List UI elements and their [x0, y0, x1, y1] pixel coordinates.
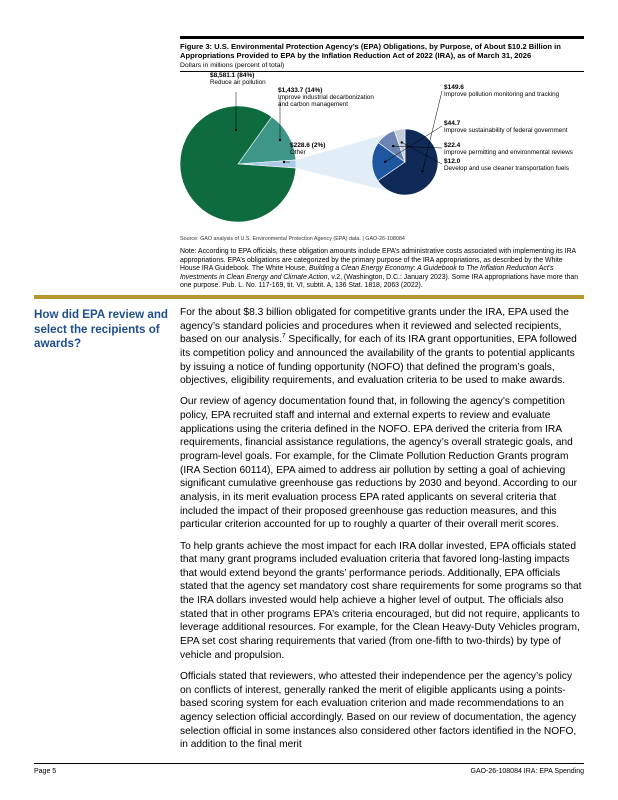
- paragraph-4: Officials stated that reviewers, who attested their independence per the agency’s policy on conflicts of interest, generally ranked the merit of eligible applicants using a points-based scoring system for each evaluation criterion and made recommendations to an agency selection official accordingly. Based on our review of documentation, the agency selection official in some instances also considered other factors identified in the NOFO, in addition to the final merit: [180, 670, 577, 751]
- slice-label-reduce-air: $8,581.1 (84%) Reduce air pollution: [210, 72, 266, 86]
- paragraph-2: Our review of agency documentation found that, in following the agency’s competition policy, EPA recruited staff and internal and external experts to review and evaluate applications using the criteria defined in the NOFO. EPA derived the criteria from IRA requirements, financial assistance regulations, the agency’s overall strategic goals, and program-level goals. For example, for the Climate Pollution Reduction Grants program (IRA Section 60114), EPA aimed to address air pollution by setting a goal of achieving significant cumulative greenhouse gas reductions by 2030 and beyond. According to our analysis, in its merit evaluation process EPA rated applicants on several criteria that included the impact of their proposed greenhouse gas reduction measures, and this particular criterion accounted for up to roughly a quarter of their overall merit scores.: [180, 396, 578, 531]
- slice-label-other: $228.6 (2%) Other: [290, 142, 326, 156]
- figure-note: Note: According to EPA officials, these obligation amounts include EPA’s administrative costs associated with implementing its IRA appropriations. EPA’s obligations are categorized by the primary purpose of the IRA appropriations, as described by the White House IRA Guidebook. The White House, Building a Clean Energy Economy: A Guidebook to The Inflation Reduction Act’s Investments in Clean Energy and Climate Action, v.2, (Washington, D.C.: January 2023). Some IRA appropriations have more than one purpose. Pub. L. No. 117-169, tit. VI, subtit. A, 136 Stat. 1818, 2063 (2022).: [180, 248, 579, 290]
- figure-3: [180, 36, 584, 290]
- paragraph-3: To help grants achieve the most impact for each IRA dollar invested, EPA officials stated that many grant programs included evaluation criteria that favored long-lasting impacts that would extend beyond the grants’ performance periods. Additionally, EPA officials stated that the agency set mandatory cost share requirements for some programs so that the IRA dollars invested would help achieve a higher level of output. The officials also stated that in other programs EPA’s criteria encouraged, but did not require, applicants to leverage additional resources. For example, for the Clean Heavy-Duty Vehicles program, EPA set cost sharing requirements that varied (from one-fifth to two-thirds) by type of vehicle and propulsion.: [180, 540, 582, 661]
- leader-breakdown-dot-2: [392, 145, 394, 147]
- leader-industrial-dot: [279, 139, 281, 141]
- section-sidehead: How did EPA review and select the recipients of awards?: [34, 308, 168, 350]
- page-number: Page 5: [34, 768, 57, 775]
- section-body: [180, 306, 584, 759]
- figure-source: Source: GAO analysis of U.S. Environmental Protection Agency (EPA) data. | GAO-26-108084: [180, 236, 405, 242]
- figure-subtitle: Dollars in millions (percent of total): [180, 62, 285, 69]
- figure-top-rule: [180, 36, 584, 39]
- footer-rule: [34, 763, 584, 764]
- slice-label-industrial: $1,433.7 (14%) Improve industrial decarbonization and carbon management: [278, 87, 374, 108]
- pie-charts: [180, 70, 584, 242]
- main-pie: [180, 106, 296, 222]
- footnote-ref[interactable]: 7: [281, 332, 286, 340]
- breakdown-label-sustainability: $44.7 Improve sustainability of federal government: [444, 120, 568, 134]
- leader-breakdown-dot-1: [384, 161, 386, 163]
- section-divider: [34, 295, 584, 299]
- leader-breakdown-dot-3: [401, 141, 403, 143]
- leader-reduce-air-dot: [235, 129, 237, 131]
- paragraph-1: For the about $8.3 billion obligated for competitive grants under the IRA, EPA used the agency’s standard policies and procedures when it reviewed and selected recipients, based on our analysis.$^7$ Specifically, for each of its IRA grant opportunities, EPA followed its competition policy and announced the availability of the grants to potential applicants by issuing a notice of funding opportunity (NOFO) that defined the program’s goals, objectives, eligibility requirements, and evaluation criteria to be used to make awards.: [180, 307, 577, 387]
- breakdown-label-transportation: $12.0 Develop and use cleaner transportation fuels: [444, 158, 569, 172]
- report-id: GAO-26-108084 IRA: EPA Spending: [470, 768, 584, 775]
- leader-other-dot: [283, 161, 285, 163]
- leader-breakdown-dot-0: [421, 170, 423, 172]
- breakdown-label-monitoring: $149.6 Improve pollution monitoring and tracking: [444, 84, 560, 98]
- breakdown-label-permitting: $22.4 Improve permitting and environmental reviews: [444, 142, 573, 156]
- other-breakdown-pie: [372, 129, 438, 195]
- figure-title: Figure 3: U.S. Environmental Protection Agency’s (EPA) Obligations, by Purpose, of About $10.2 Billion in Appropriations Provided to EPA by the Inflation Reduction Act of 2022 (IRA), as of March 31, 2026: [180, 42, 561, 60]
